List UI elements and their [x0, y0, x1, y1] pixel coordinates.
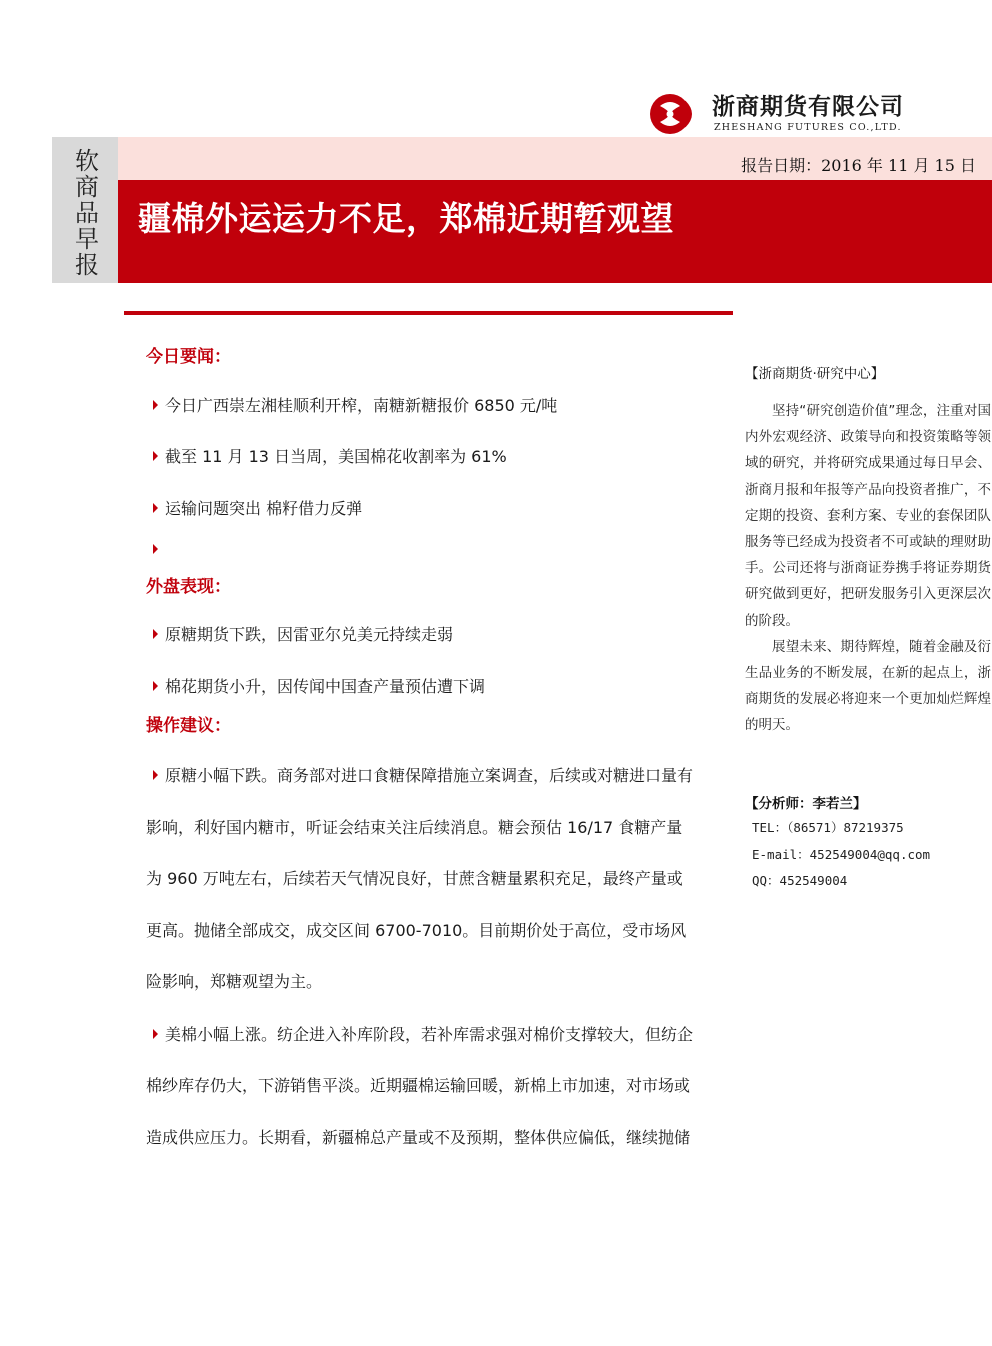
overseas-item: 棉花期货小升，因传闻中国查产量预估遭下调 — [153, 674, 485, 697]
bullet-arrow-icon — [153, 770, 158, 780]
overseas-section-title: 外盘表现： — [146, 577, 231, 597]
company-intro — [745, 398, 991, 739]
company-logo-icon — [648, 92, 700, 136]
advice-line: 为 960 万吨左右，后续若天气情况良好，甘蔗含糖量累积充足，最终产量或 — [146, 869, 683, 888]
analyst-tel: TEL：（86571）87219375 — [752, 820, 904, 835]
company-name-en: ZHESHANG FUTURES CO.,LTD. — [714, 122, 902, 133]
advice-line: 险影响，郑糖观望为主。 — [146, 972, 323, 991]
advice-line: 美棉小幅上涨。纺企进入补库阶段，若补库需求强对棉价支撑较大，但纺企 — [153, 1022, 693, 1045]
divider-rule — [124, 311, 733, 315]
analyst-title: 【分析师：李若兰】 — [745, 796, 867, 812]
analyst-email[interactable]: E-mail：452549004@qq.com — [752, 847, 931, 862]
bullet-arrow-icon — [153, 451, 158, 461]
report-date: 报告日期：2016 年 11 月 15 日 — [741, 156, 976, 175]
analyst-qq: QQ：452549004 — [752, 873, 848, 888]
bullet-arrow-icon — [153, 629, 158, 639]
research-center-title: 【浙商期货·研究中心】 — [745, 366, 885, 382]
bullet-arrow-icon — [153, 544, 158, 554]
bullet-arrow-icon — [153, 1029, 158, 1039]
advice-line: 更高。抛储全部成交，成交区间 6700-7010。目前期价处于高位，受市场风 — [146, 921, 687, 940]
advice-line: 原糖小幅下跌。商务部对进口食糖保障措施立案调查，后续或对糖进口量有 — [153, 763, 693, 786]
bullet-arrow-icon — [153, 503, 158, 513]
news-item: 今日广西崇左湘桂顺利开榨，南糖新糖报价 6850 元/吨 — [153, 393, 557, 416]
report-type-label: 软 商 品 早 报 — [75, 147, 99, 279]
advice-section-title: 操作建议： — [146, 716, 231, 736]
news-item: 截至 11 月 13 日当周，美国棉花收割率为 61% — [153, 444, 507, 467]
intro-paragraph: 展望未来、期待辉煌，随着金融及衍生品业务的不断发展，在新的起点上，浙商期货的发展必将迎来一个更加灿烂辉煌的明天。 — [745, 638, 991, 734]
news-section-title: 今日要闻： — [146, 347, 231, 367]
bullet-arrow-icon — [153, 400, 158, 410]
page-title: 疆棉外运运力不足，郑棉近期暂观望 — [138, 199, 674, 238]
bullet-arrow-icon — [153, 681, 158, 691]
company-name-cn: 浙商期货有限公司 — [712, 94, 904, 120]
advice-line: 棉纱库存仍大，下游销售平淡。近期疆棉运输回暖，新棉上市加速，对市场或 — [146, 1076, 691, 1095]
news-item: 运输问题突出 棉籽借力反弹 — [153, 496, 362, 519]
news-item — [153, 540, 165, 559]
intro-paragraph: 坚持“研究创造价值”理念，注重对国内外宏观经济、政策导向和投资策略等领域的研究，并将研究成果通过每日早会、浙商月报和年报等产品向投资者推广，不定期的投资、套利方案、专业的套保团队服务等已经成为投资者不可或缺的理财助手。公司还将与浙商证券携手将证券期货研究做到更好，把研发服务引入更深层次的阶段。 — [745, 403, 991, 629]
advice-line: 影响，利好国内糖市，听证会结束关注后续消息。糖会预估 16/17 食糖产量 — [146, 818, 683, 837]
overseas-item: 原糖期货下跌，因雷亚尔兑美元持续走弱 — [153, 622, 453, 645]
advice-line: 造成供应压力。长期看，新疆棉总产量或不及预期，整体供应偏低，继续抛储 — [146, 1128, 691, 1147]
